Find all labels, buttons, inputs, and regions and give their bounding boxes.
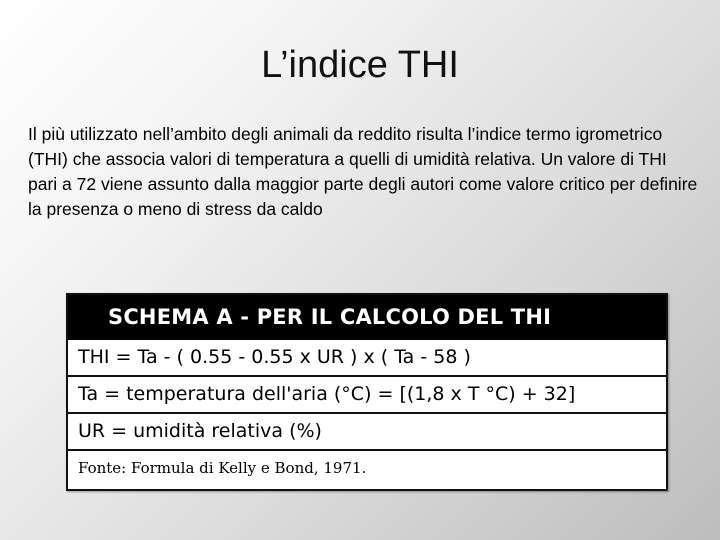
table-header: SCHEMA A - PER IL CALCOLO DEL THI xyxy=(68,295,666,340)
relative-humidity-row: UR = umidità relativa (%) xyxy=(68,414,666,451)
slide-body-text: Il più utilizzato nell’ambito degli animali da reddito risulta l’indice termo igrometrico (THI) che associa valori di temperatura a quelli di umidità relativa. Un valore di THI pari a 72 viene assunto dalla maggior parte degli autori come valore critico per definire la presenza o meno di stress da caldo xyxy=(28,124,698,219)
source-row: Fonte: Formula di Kelly e Bond, 1971. xyxy=(78,459,367,477)
air-temperature-row: Ta = temperatura dell'aria (°C) = [(1,8 x T °C) + 32] xyxy=(68,377,666,414)
thi-formula-row: THI = Ta - ( 0.55 - 0.55 x UR ) x ( Ta - 58 ) xyxy=(68,340,666,377)
thi-formula-table xyxy=(66,293,668,491)
slide-title: L’indice THI xyxy=(261,44,459,86)
